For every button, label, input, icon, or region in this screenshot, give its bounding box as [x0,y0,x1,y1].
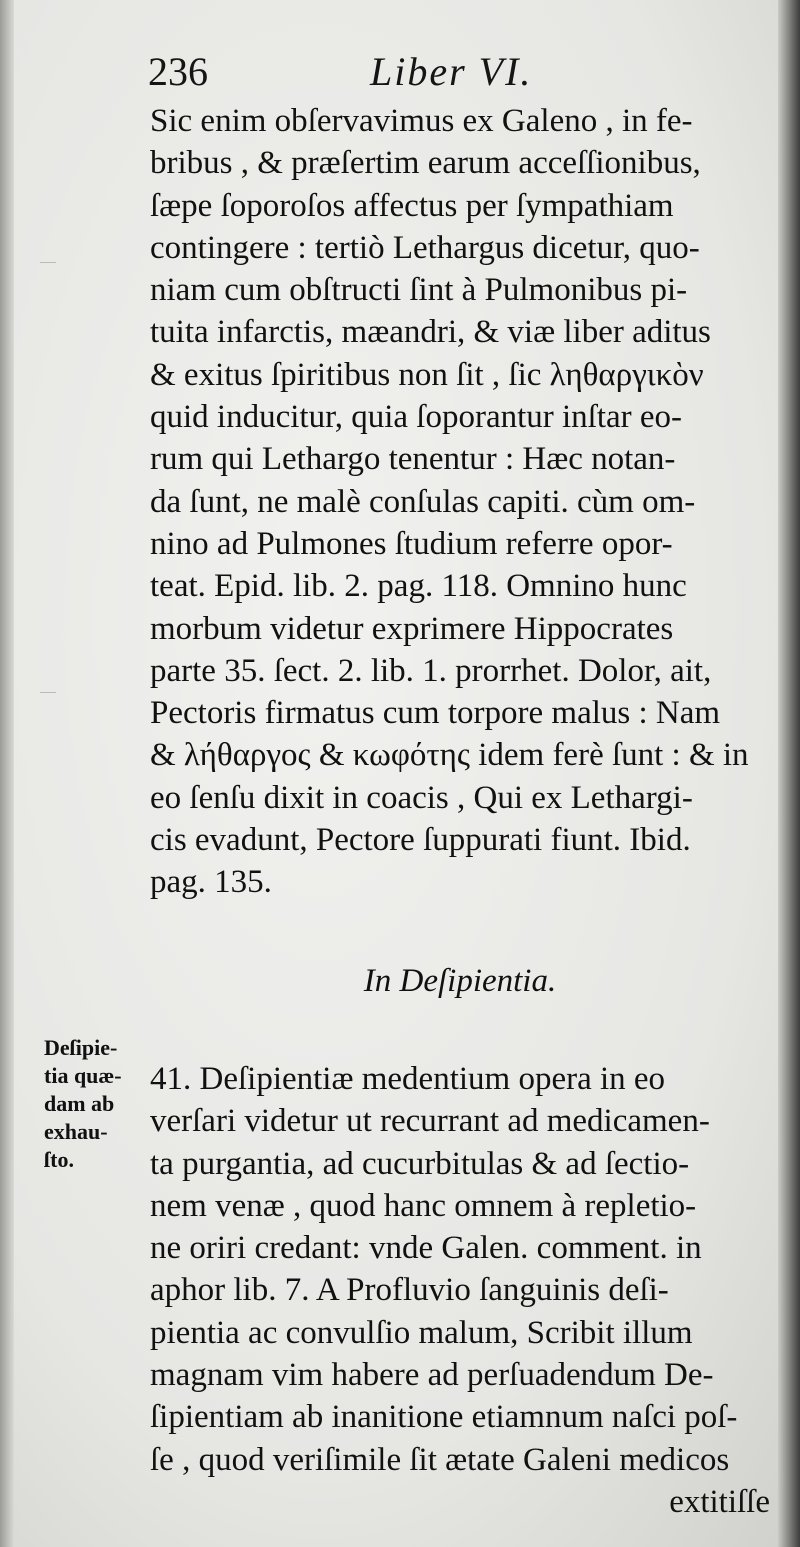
text-line: & λήθαργος & κωφότης idem ferè ſunt : & in [150,737,749,774]
page-binding-shadow [778,0,800,1547]
text-line: tuita infarctis, mæandri, & viæ liber aditus [150,314,711,351]
text-line: quid inducitur, quia ſoporantur inſtar eo- [150,399,683,436]
marginal-note [44,1034,154,1174]
text-line: da ſunt, ne malè conſulas capiti. cùm om- [150,483,696,520]
page-left-shadow [0,0,14,1547]
text-line: nino ad Pulmones ſtudium referre opor- [150,525,673,562]
text-line: & exitus ſpiritibus non ſit , ſic ληθαργικὸν [150,356,704,393]
marginal-note-line: exhau- [44,1119,108,1144]
text-line: cis evadunt, Pectore ſuppurati fiunt. Ibid. [150,822,691,859]
text-line: Pectoris firmatus cum torpore malus : Nam [150,695,721,732]
text-line: bribus , & præſertim earum acceſſionibus, [150,145,701,182]
text-line: ne oriri credant: vnde Galen. comment. in [150,1230,702,1267]
section-spacer [150,1002,770,1058]
text-line: morbum videtur exprimere Hippocrates [150,610,674,647]
bleed-through-mark: — [40,681,57,701]
text-line: aphor lib. 7. A Profluvio ſanguinis deſi- [150,1272,669,1309]
text-line: verſari videtur ut recurrant ad medicamen- [150,1103,710,1140]
section-spacer [150,904,770,960]
marginal-note-line: tia quæ- [44,1063,122,1088]
text-line: pag. 135. [150,864,272,901]
text-line: teat. Epid. lib. 2. pag. 118. Omnino hunc [150,568,687,605]
text-line: rum qui Lethargo tenentur : Hæc notan- [150,441,676,478]
text-line: ſipientiam ab inanitione etiamnum naſci poſ- [150,1399,738,1436]
text-line: ta purgantia, ad cucurbitulas & ad ſectio- [150,1145,690,1182]
text-line: eo ſenſu dixit in coacis , Qui ex Lethargi- [150,779,693,816]
main-text [150,100,770,1523]
text-line: ſæpe ſoporoſos affectus per ſympathiam [150,187,674,224]
text-line: niam cum obſtructi ſint à Pulmonibus pi- [150,272,688,309]
text-line: nem venæ , quod hanc omnem à repletio- [150,1187,697,1224]
marginal-note-line: ſto. [44,1147,74,1172]
marginal-note-line: dam ab [44,1091,115,1116]
page-number: 236 [148,49,208,94]
text-line: 41. Deſipientiæ medentium opera in eo [150,1060,666,1097]
text-line: pientia ac convulſio malum, Scribit illum [150,1314,693,1351]
text-line: parte 35. ſect. 2. lib. 1. prorrhet. Dolor, ait, [150,652,712,689]
text-line: magnam vim habere ad perſuadendum De- [150,1357,714,1394]
text-line: ſe , quod veriſimile ſit ætate Galeni medicos [150,1441,730,1478]
section-heading: In Deſipientia. [363,962,557,999]
text-line: Sic enim obſervavimus ex Galeno , in fe- [150,103,693,139]
running-head: Liber VI. [370,49,533,94]
text-line: contingere : tertiò Lethargus dicetur, quo- [150,229,700,266]
catchword: extitiſſe [669,1483,770,1520]
page-header [148,48,578,108]
bleed-through-mark: — [40,251,57,271]
marginal-note-line: Deſipie- [44,1035,118,1060]
